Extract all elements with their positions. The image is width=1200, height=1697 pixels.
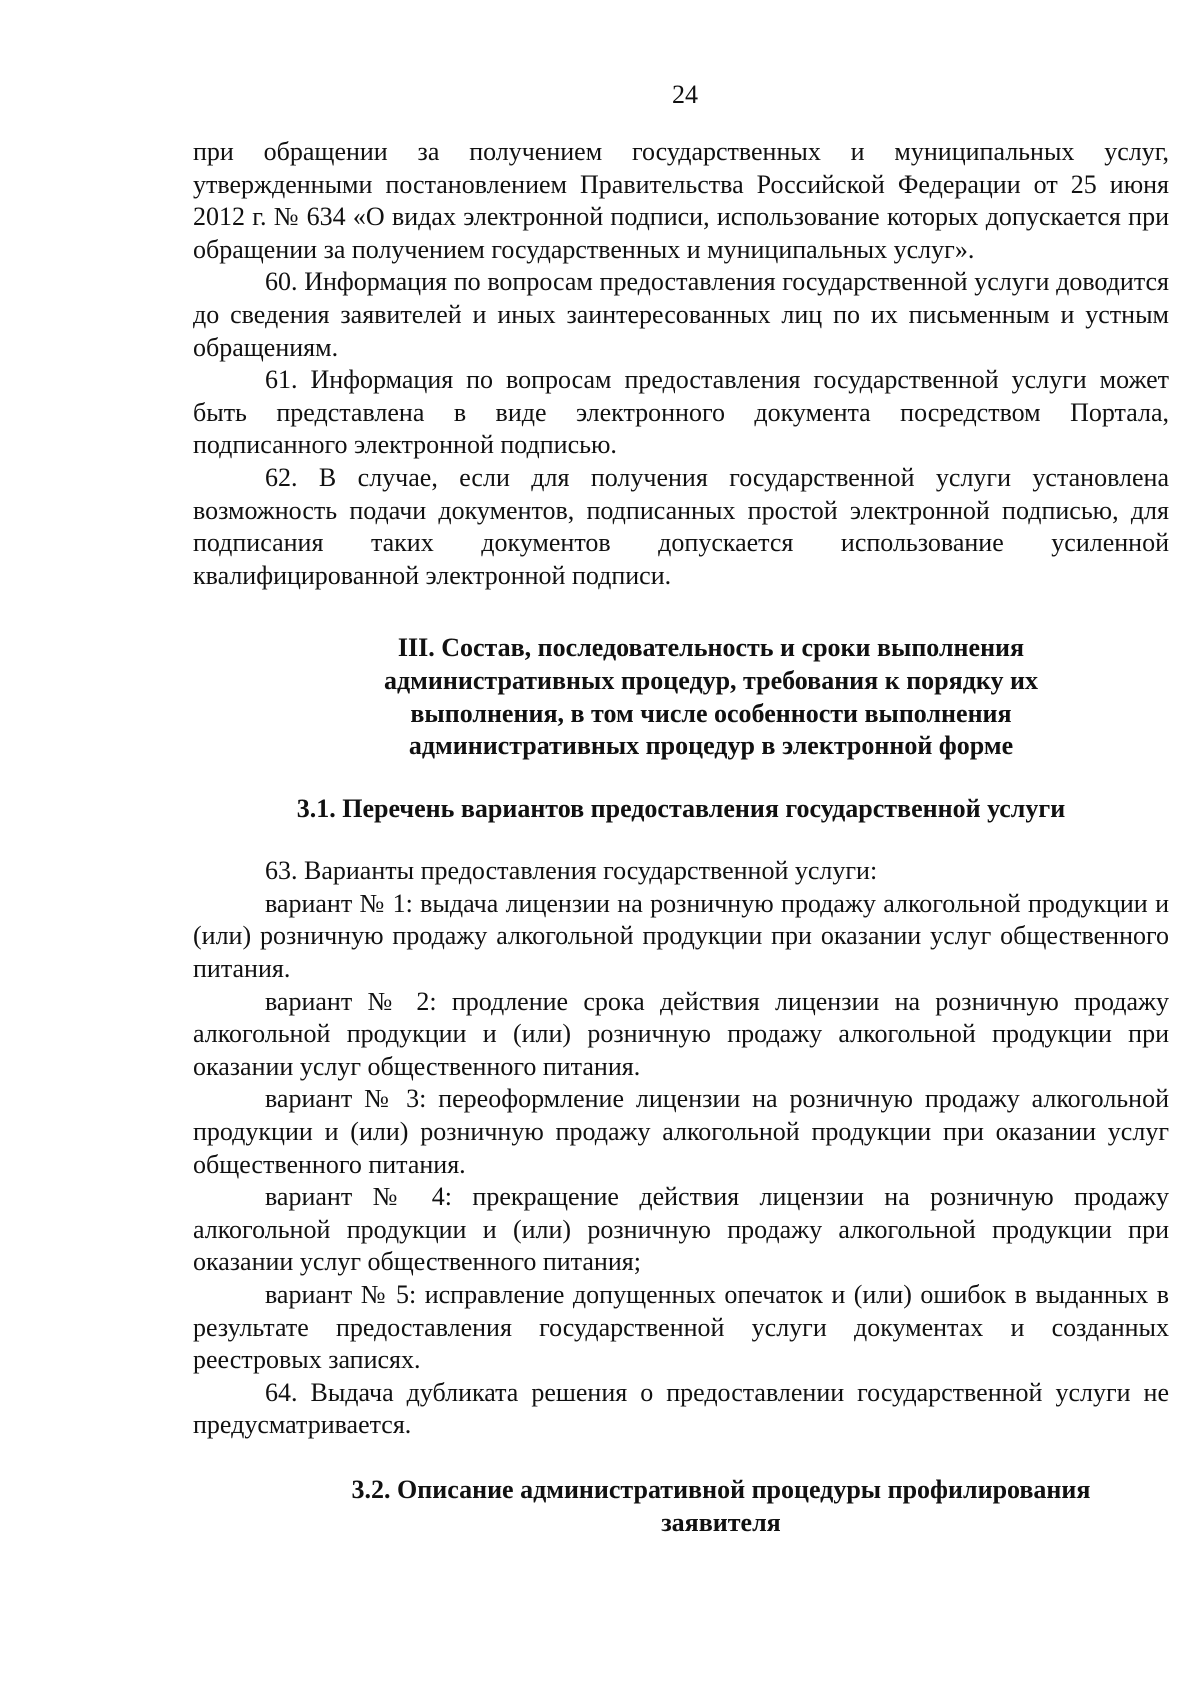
paragraph-continuation: при обращении за получением государственных и муниципальных услуг, утвержденными постановлением Правительства Российской Федерации от 25 июня 2012 г. № 634 «О видах электронной подписи, использование которых допускается при обращении за получением государственных и муниципальных услуг». xyxy=(193,137,1169,264)
paragraph-63: 63. Варианты предоставления государственной услуги: xyxy=(265,856,878,886)
variant-2: вариант № 2: продление срока действия лицензии на розничную продажу алкогольной продукции и (или) розничную продажу алкогольной продукции при оказании услуг общественного питания. xyxy=(193,986,1169,1081)
paragraph-64: 64. Выдача дубликата решения о предоставлении государственной услуги не предусматривается. xyxy=(193,1377,1169,1440)
paragraph-61: 61. Информация по вопросам предоставления государственной услуги может быть представлена в виде электронного документа посредством Портала, подписанного электронной подписью. xyxy=(193,365,1169,460)
variant-4: вариант № 4: прекращение действия лицензии на розничную продажу алкогольной продукции и (или) розничную продажу алкогольной продукции при оказании услуг общественного питания; xyxy=(193,1182,1169,1277)
variant-1: вариант № 1: выдача лицензии на розничную продажу алкогольной продукции и (или) розничную продажу алкогольной продукции при оказании услуг общественного питания. xyxy=(193,888,1169,984)
variant-5: вариант № 5: исправление допущенных опечаток и (или) ошибок в выданных в результате предоставления государственной услуги документах и созданных реестровых записях. xyxy=(193,1280,1169,1375)
document-body xyxy=(193,136,1169,1539)
subsection-heading-3-1: 3.1. Перечень вариантов предоставления государственной услуги xyxy=(296,793,1066,823)
subsection-heading-3-2: 3.2. Описание административной процедуры профилирования заявителя xyxy=(351,1474,1091,1537)
paragraph-62: 62. В случае, если для получения государственной услуги установлена возможность подачи документов, подписанных простой электронной подписью, для подписания таких документов допускается использование усиленной квалифицированной электронной подписи. xyxy=(193,462,1169,590)
section-heading: III. Состав, последовательность и сроки выполнения административных процедур, требования к порядку их выполнения, в том числе особенности выполнения административных процедур в электронной форме xyxy=(384,633,1038,761)
page-number: 24 xyxy=(672,80,698,109)
paragraph-60: 60. Информация по вопросам предоставления государственной услуги доводится до сведения заявителей и иных заинтересованных лиц по их письменным и устным обращениям. xyxy=(193,267,1169,362)
variant-3: вариант № 3: переоформление лицензии на розничную продажу алкогольной продукции и (или) розничную продажу алкогольной продукции при оказании услуг общественного питания. xyxy=(193,1084,1169,1179)
